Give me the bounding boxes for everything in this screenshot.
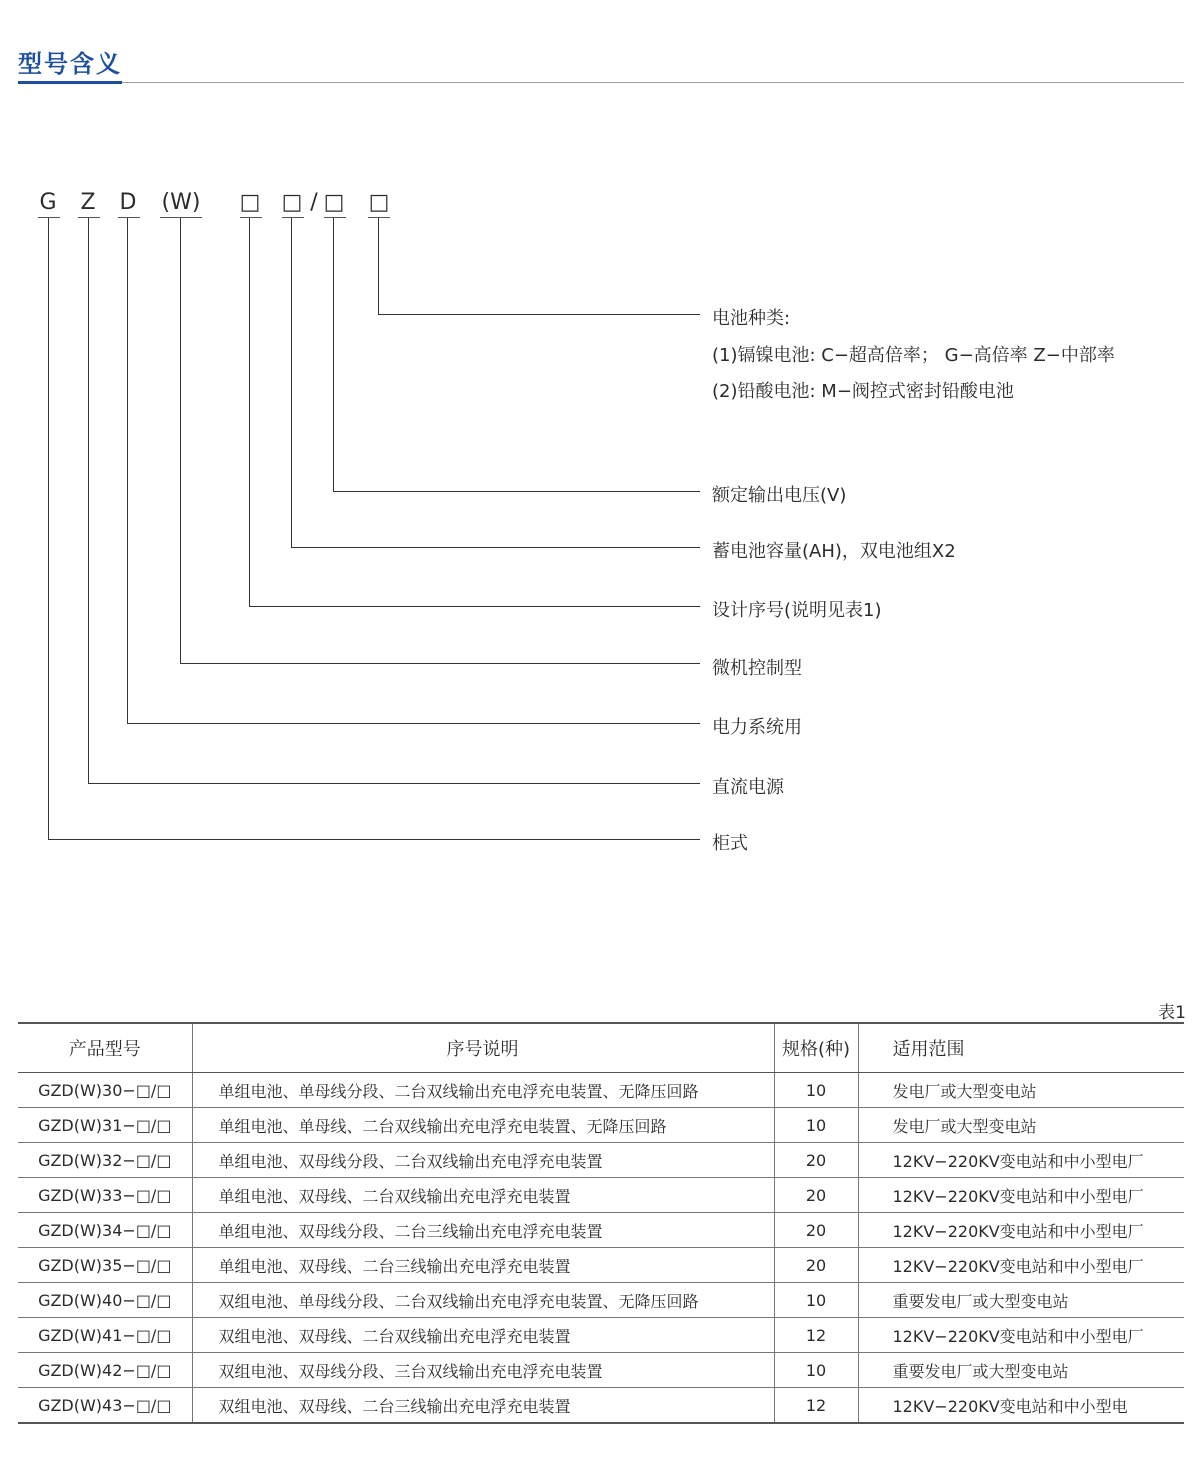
connector-line-voltage	[333, 491, 700, 492]
table-row	[18, 1143, 1184, 1178]
code-underline	[78, 217, 100, 218]
code-char-z: Z	[80, 190, 96, 215]
code-char-voltage: □	[323, 190, 345, 215]
cell-scope: 发电厂或大型变电站	[858, 1108, 1184, 1143]
cell-description: 双组电池、双母线、二台双线输出充电浮充电装置	[192, 1318, 774, 1353]
cell-scope: 重要发电厂或大型变电站	[858, 1283, 1184, 1318]
spec-table	[18, 1022, 1184, 1424]
connector-line-battery	[378, 314, 700, 315]
table-row	[18, 1178, 1184, 1213]
cell-scope: 12KV−220KV变电站和中小型电厂	[858, 1178, 1184, 1213]
section-title: 型号含义	[18, 50, 122, 78]
table-caption: 表1	[1158, 1003, 1186, 1023]
connector-line-capacity	[291, 547, 700, 548]
cell-model: GZD(W)34−□/□	[18, 1213, 192, 1248]
cell-model: GZD(W)31−□/□	[18, 1108, 192, 1143]
connector-line-voltage	[333, 218, 334, 492]
code-char-w: (W)	[161, 190, 201, 215]
cell-description: 双组电池、单母线分段、二台双线输出充电浮充电装置、无降压回路	[192, 1283, 774, 1318]
code-char-slash: /	[310, 190, 318, 215]
code-char-battery: □	[368, 190, 390, 215]
connector-line-capacity	[291, 218, 292, 548]
header-description: 序号说明	[192, 1023, 774, 1073]
code-char-capacity: □	[281, 190, 303, 215]
cell-description: 单组电池、双母线分段、二台双线输出充电浮充电装置	[192, 1143, 774, 1178]
connector-line-battery	[378, 218, 379, 314]
code-underline	[368, 217, 390, 218]
cell-model: GZD(W)32−□/□	[18, 1143, 192, 1178]
connector-line-power-system	[127, 218, 128, 724]
header-spec-count: 规格(种)	[774, 1023, 858, 1073]
cell-spec-count: 10	[774, 1353, 858, 1388]
cell-spec-count: 10	[774, 1073, 858, 1108]
cell-scope: 12KV−220KV变电站和中小型电	[858, 1388, 1184, 1424]
cell-scope: 12KV−220KV变电站和中小型电厂	[858, 1213, 1184, 1248]
connector-line-cabinet	[48, 839, 700, 840]
title-accent-bar	[18, 81, 122, 84]
desc-battery-lead-acid: (2)铅酸电池: M−阀控式密封铅酸电池	[712, 381, 1014, 402]
cell-spec-count: 12	[774, 1318, 858, 1353]
desc-battery-nicd: (1)镉镍电池: C−超高倍率； G−高倍率 Z−中部率	[712, 345, 1115, 366]
desc-design-serial: 设计序号(说明见表1)	[712, 600, 882, 621]
connector-line-serial	[249, 606, 700, 607]
cell-spec-count: 20	[774, 1178, 858, 1213]
cell-model: GZD(W)30−□/□	[18, 1073, 192, 1108]
table-row	[18, 1388, 1184, 1424]
cell-spec-count: 10	[774, 1108, 858, 1143]
title-divider	[18, 82, 1184, 83]
code-underline	[38, 217, 60, 218]
cell-description: 单组电池、双母线、二台三线输出充电浮充电装置	[192, 1248, 774, 1283]
desc-dc-power: 直流电源	[712, 777, 784, 798]
cell-scope: 发电厂或大型变电站	[858, 1073, 1184, 1108]
connector-line-power-system	[127, 723, 700, 724]
cell-description: 单组电池、双母线、二台双线输出充电浮充电装置	[192, 1178, 774, 1213]
code-underline	[160, 217, 202, 218]
cell-description: 单组电池、单母线、二台双线输出充电浮充电装置、无降压回路	[192, 1108, 774, 1143]
cell-spec-count: 20	[774, 1143, 858, 1178]
header-model: 产品型号	[18, 1023, 192, 1073]
cell-spec-count: 20	[774, 1213, 858, 1248]
cell-model: GZD(W)42−□/□	[18, 1353, 192, 1388]
cell-spec-count: 20	[774, 1248, 858, 1283]
connector-line-dc-power	[88, 218, 89, 784]
cell-scope: 重要发电厂或大型变电站	[858, 1353, 1184, 1388]
cell-model: GZD(W)40−□/□	[18, 1283, 192, 1318]
cell-model: GZD(W)41−□/□	[18, 1318, 192, 1353]
cell-scope: 12KV−220KV变电站和中小型电厂	[858, 1248, 1184, 1283]
desc-cabinet: 柜式	[712, 833, 748, 854]
desc-battery-capacity: 蓄电池容量(AH)，双电池组X2	[712, 541, 956, 562]
connector-line-microcomputer	[180, 663, 700, 664]
code-underline	[324, 217, 346, 218]
desc-battery-type: 电池种类:	[712, 308, 791, 329]
desc-rated-voltage: 额定输出电压(V)	[712, 485, 847, 506]
connector-line-serial	[249, 218, 250, 607]
table-row	[18, 1073, 1184, 1108]
cell-scope: 12KV−220KV变电站和中小型电厂	[858, 1143, 1184, 1178]
cell-description: 双组电池、双母线、二台三线输出充电浮充电装置	[192, 1388, 774, 1424]
table-row	[18, 1108, 1184, 1143]
table-row	[18, 1283, 1184, 1318]
table-row	[18, 1248, 1184, 1283]
cell-description: 单组电池、双母线分段、二台三线输出充电浮充电装置	[192, 1213, 774, 1248]
code-underline	[118, 217, 140, 218]
cell-model: GZD(W)35−□/□	[18, 1248, 192, 1283]
code-char-serial: □	[239, 190, 261, 215]
desc-microcomputer: 微机控制型	[712, 658, 802, 679]
table-header-row	[18, 1023, 1184, 1073]
connector-line-microcomputer	[180, 218, 181, 664]
code-char-d: D	[119, 190, 137, 215]
code-underline	[282, 217, 304, 218]
cell-scope: 12KV−220KV变电站和中小型电厂	[858, 1318, 1184, 1353]
cell-model: GZD(W)33−□/□	[18, 1178, 192, 1213]
table-row	[18, 1318, 1184, 1353]
connector-line-dc-power	[88, 783, 700, 784]
cell-spec-count: 12	[774, 1388, 858, 1424]
code-char-g: G	[39, 190, 57, 215]
desc-power-system: 电力系统用	[712, 717, 802, 738]
connector-line-cabinet	[48, 218, 49, 840]
table-row	[18, 1213, 1184, 1248]
code-underline	[240, 217, 262, 218]
header-scope: 适用范围	[858, 1023, 1184, 1073]
cell-description: 双组电池、双母线分段、三台双线输出充电浮充电装置	[192, 1353, 774, 1388]
cell-spec-count: 10	[774, 1283, 858, 1318]
cell-description: 单组电池、单母线分段、二台双线输出充电浮充电装置、无降压回路	[192, 1073, 774, 1108]
cell-model: GZD(W)43−□/□	[18, 1388, 192, 1424]
table-row	[18, 1353, 1184, 1388]
